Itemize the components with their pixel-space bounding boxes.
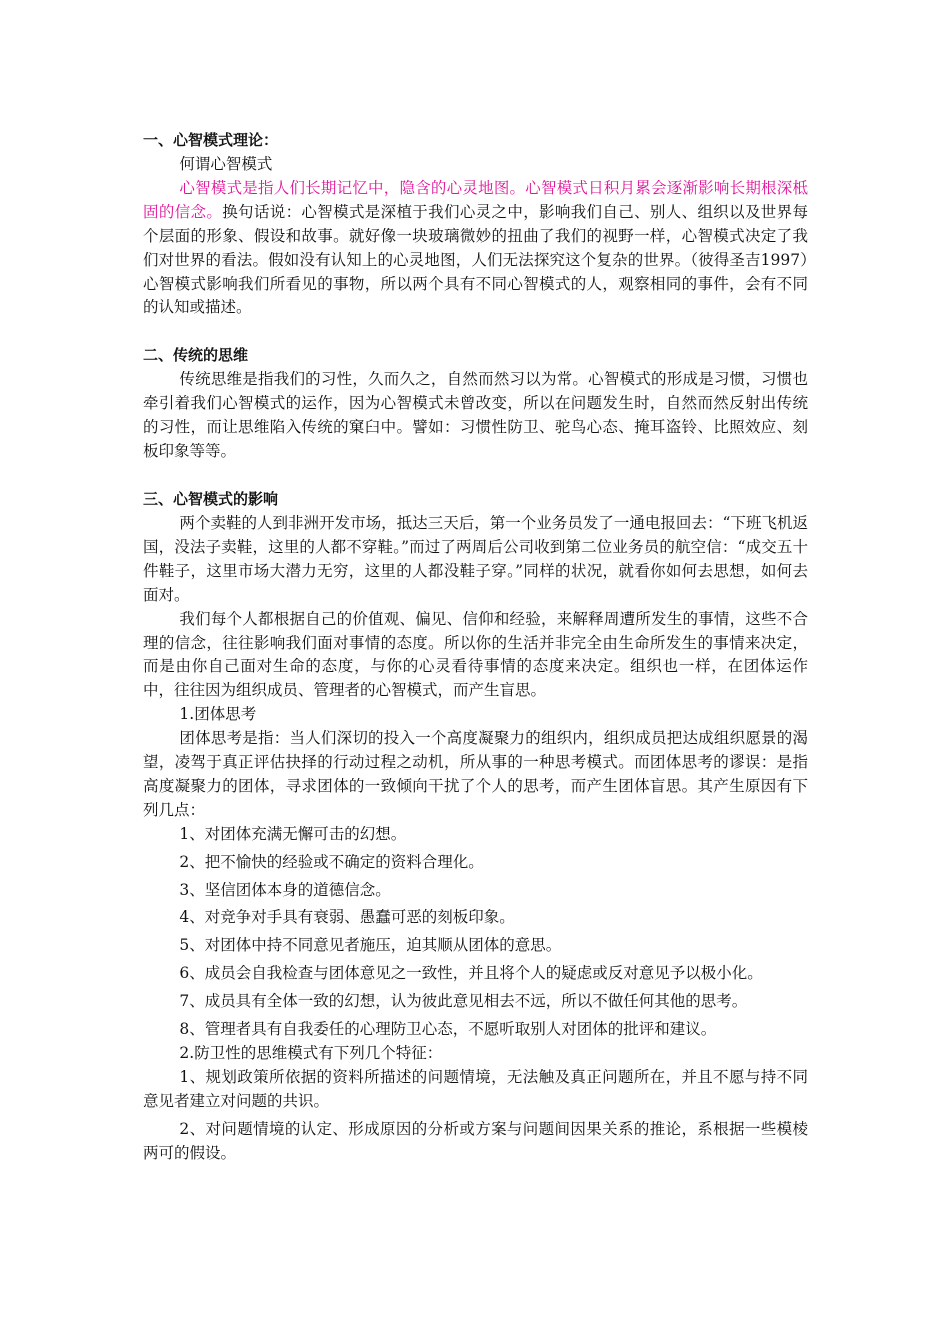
paragraph-values-beliefs: 我们每个人都根据自己的价值观、偏见、信仰和经验，来解释周遭所发生的事情，这些不合理的信念，往往影响我们面对事情的态度。所以你的生活并非完全由生命所发生的事情来决定，而是由你自己面对生命的态度，与你的心灵看待事情的态度来决定。组织也一样，在团体运作中，往往因为组织成员、管理者的心智模式，而产生盲思。 (143, 609, 808, 700)
list-item: 1、对团体充满无懈可击的幻想。 (179, 824, 407, 843)
section-heading-3: 三、心智模式的影响 (143, 489, 279, 508)
list-item: 3、坚信团体本身的道德信念。 (179, 880, 391, 899)
paragraph-shoe-sellers: 两个卖鞋的人到非洲开发市场，抵达三天后，第一个业务员发了一通电报回去：“下班飞机返国，没法子卖鞋，这里的人都不穿鞋。”而过了两周后公司收到第二位业务员的航空信：“成交五十件鞋子，这里市场大潜力无穷，这里的人都没鞋子穿。”同样的状况，就看你如何去思想，如何去面对。 (143, 513, 808, 604)
document-body (143, 129, 808, 1166)
section-heading-2: 二、传统的思维 (143, 346, 249, 365)
paragraph-groupthink-definition: 团体思考是指：当人们深切的投入一个高度凝聚力的组织内，组织成员把达成组织愿景的渴望，凌驾于真正评估抉择的行动过程之动机，所从事的一种思考模式。而团体思考的谬误：是指高度凝聚力的团体，寻求团体的一致倾向干扰了个人的思考，而产生团体盲思。其产生原因有下列几点： (143, 729, 808, 819)
list-item: 5、对团体中持不同意见者施压，迫其顺从团体的意思。 (179, 936, 562, 955)
subtitle-mental-model: 何谓心智模式 (179, 155, 273, 173)
list-item: 4、对竞争对手具有衰弱、愚蠢可恶的刻板印象。 (179, 908, 515, 927)
feature-item: 2、对问题情境的认定、形成原因的分析或方案与问题间因果关系的推论，系根据一些模棱两可的假设。 (143, 1119, 808, 1162)
paragraph-traditional-thinking: 传统思维是指我们的习性，久而久之，自然而然习以为常。心智模式的形成是习惯，习惯也牵引着我们心智模式的运作，因为心智模式未曾改变，所以在问题发生时，自然而然反射出传统的习性，而让思维陷入传统的窠臼中。譬如：习惯性防卫、驼鸟心态、掩耳盗铃、比照效应、刻板印象等等。 (143, 370, 808, 461)
paragraph-mental-model-definition (143, 177, 808, 320)
list-item: 6、成员会自我检查与团体意见之一致性，并且将个人的疑虑或反对意见予以极小化。 (179, 964, 763, 983)
list-item: 7、成员具有全体一致的幻想，认为彼此意见相去不远，所以不做任何其他的思考。 (179, 992, 748, 1011)
subtitle-defensive-thinking: 2.防卫性的思维模式有下列几个特征： (179, 1044, 443, 1062)
list-item: 2、把不愉快的经验或不确定的资料合理化。 (179, 852, 484, 871)
list-item: 8、管理者具有自我委任的心理防卫心态，不愿听取别人对团体的批评和建议。 (179, 1020, 717, 1039)
section-heading-1: 一、心智模式理论： (143, 131, 279, 149)
highlighted-definition: 心智模式是指人们长期记忆中，隐含的心灵地图。心智模式日积月累会逐渐影响长期根深柢固的信念。 (143, 178, 808, 221)
definition-continuation: 换句话说：心智模式是深植于我们心灵之中，影响我们自己、别人、组织以及世界每个层面的形象、假设和故事。就好像一块玻璃微妙的扭曲了我们的视野一样，心智模式决定了我们对世界的看法。假如没有认知上的心灵地图，人们无法探究这个复杂的世界。（彼得圣吉1997）心智模式影响我们所看见的事物，所以两个具有不同心智模式的人，观察相同的事件，会有不同的认知或描述。 (143, 202, 808, 317)
feature-item: 1、规划政策所依据的资料所描述的问题情境，无法触及真正问题所在，并且不愿与持不同意见者建立对问题的共识。 (143, 1067, 808, 1110)
subtitle-groupthink: 1.团体思考 (179, 705, 257, 724)
